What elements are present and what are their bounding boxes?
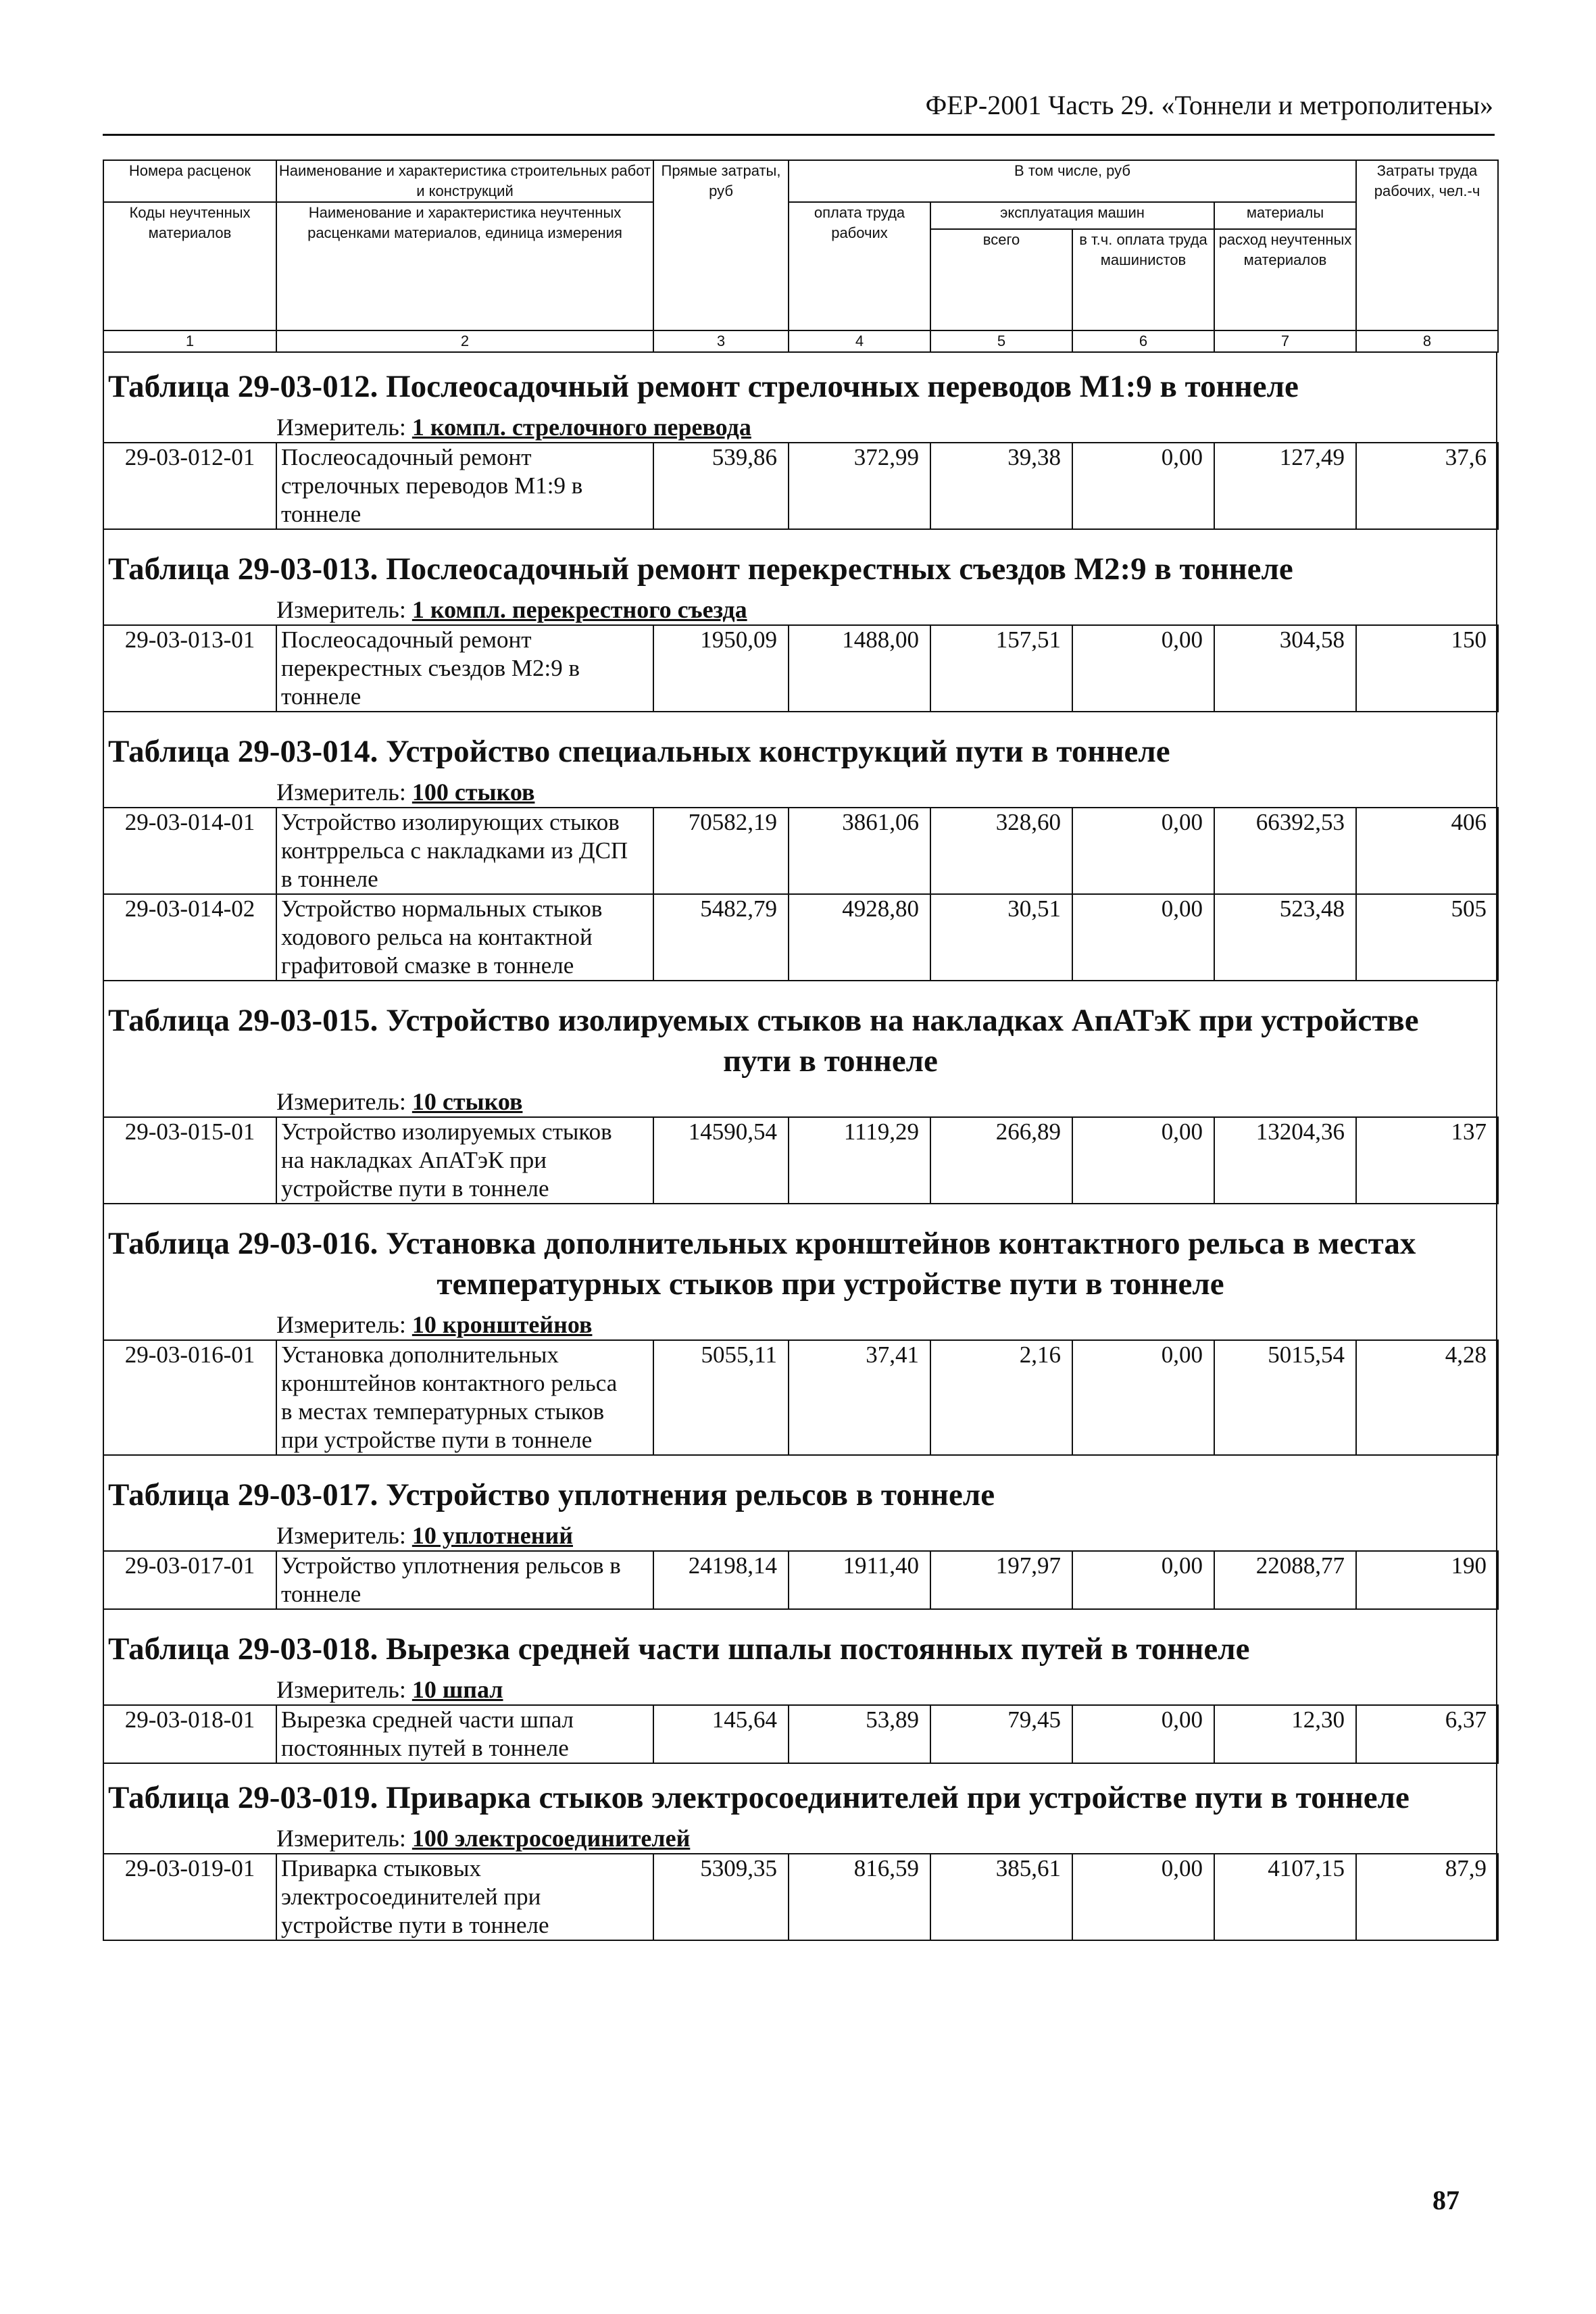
- work-description-line: Вырезка средней части шпал: [281, 1706, 574, 1733]
- column-header-table: [103, 159, 1499, 353]
- table-row: [103, 1340, 1498, 1455]
- page-number: 87: [1432, 2185, 1460, 2215]
- col-number-3: 3: [653, 330, 789, 352]
- rates-table: [103, 807, 1499, 981]
- table-row: [103, 443, 1498, 529]
- labor-hours-value: 150: [1356, 625, 1498, 712]
- work-description: [276, 1117, 653, 1204]
- direct-costs-value: 5055,11: [653, 1340, 789, 1455]
- table-section: [103, 1204, 1497, 1456]
- rate-code: 29-03-012-01: [103, 443, 276, 529]
- work-description-line: стрелочных переводов М1:9 в: [281, 472, 583, 499]
- unit-value: 10 шпал: [412, 1676, 503, 1703]
- labor-pay-value: 3861,06: [789, 808, 930, 894]
- materials-value: 13204,36: [1214, 1117, 1356, 1204]
- machinists-pay-value: 0,00: [1072, 1340, 1214, 1455]
- work-description-line: в тоннеле: [281, 866, 378, 892]
- table-row: [103, 1117, 1498, 1204]
- work-description: [276, 1854, 653, 1940]
- rate-code: 29-03-017-01: [103, 1551, 276, 1609]
- unit-of-measure: [104, 1521, 1496, 1550]
- section-title: [104, 1000, 1496, 1081]
- table-row: [103, 808, 1498, 894]
- unit-value: 1 компл. стрелочного перевода: [412, 414, 751, 441]
- unit-value: 10 кронштейнов: [412, 1311, 593, 1338]
- materials-value: 4107,15: [1214, 1854, 1356, 1940]
- table-section: [103, 981, 1497, 1204]
- materials-value: 5015,54: [1214, 1340, 1356, 1455]
- rate-code: 29-03-014-01: [103, 808, 276, 894]
- work-description-line: перекрестных съездов М2:9 в: [281, 655, 580, 681]
- header-name-subtitle: Наименование и характеристика неучтенных расценками материалов, единица измерения: [276, 202, 653, 330]
- rate-code: 29-03-015-01: [103, 1117, 276, 1204]
- rates-table: [103, 1704, 1499, 1764]
- unit-of-measure: [104, 1310, 1496, 1339]
- col-number-5: 5: [930, 330, 1072, 352]
- direct-costs-value: 145,64: [653, 1705, 789, 1763]
- rate-code: 29-03-018-01: [103, 1705, 276, 1763]
- materials-value: 12,30: [1214, 1705, 1356, 1763]
- header-machinists-pay: в т.ч. оплата труда машинистов: [1072, 229, 1214, 330]
- machines-value: 385,61: [930, 1854, 1072, 1940]
- labor-pay-value: 37,41: [789, 1340, 930, 1455]
- unit-of-measure: [104, 1087, 1496, 1116]
- unit-label: Измеритель:: [276, 1088, 406, 1115]
- materials-value: 22088,77: [1214, 1551, 1356, 1609]
- rates-table: [103, 1550, 1499, 1610]
- work-description-line: тоннеле: [281, 683, 361, 710]
- estimate-document: [103, 159, 1497, 1941]
- labor-hours-value: 6,37: [1356, 1705, 1498, 1763]
- work-description-line: контррельса с накладками из ДСП: [281, 837, 628, 864]
- labor-pay-value: 4928,80: [789, 894, 930, 981]
- section-title-line: Таблица 29-03-015. Устройство изолируемых стыков на накладках АпАТэК при устройстве: [108, 1003, 1419, 1038]
- materials-value: 523,48: [1214, 894, 1356, 981]
- header-machines-total: всего: [930, 229, 1072, 330]
- work-description: [276, 1705, 653, 1763]
- unit-of-measure: [104, 777, 1496, 807]
- direct-costs-value: 539,86: [653, 443, 789, 529]
- machinists-pay-value: 0,00: [1072, 625, 1214, 712]
- work-description-line: Установка дополнительных: [281, 1341, 559, 1368]
- machinists-pay-value: 0,00: [1072, 808, 1214, 894]
- unit-value: 100 стыков: [412, 779, 535, 806]
- sections-container: [103, 353, 1497, 1941]
- machines-value: 157,51: [930, 625, 1072, 712]
- direct-costs-value: 5309,35: [653, 1854, 789, 1940]
- rates-table: [103, 624, 1499, 712]
- section-title: [104, 1629, 1496, 1669]
- labor-pay-value: 372,99: [789, 443, 930, 529]
- work-description: [276, 894, 653, 981]
- section-title: [104, 1223, 1496, 1304]
- section-title: [104, 1777, 1496, 1818]
- header-incl-group: В том числе, руб: [789, 160, 1356, 202]
- materials-value: 127,49: [1214, 443, 1356, 529]
- machinists-pay-value: 0,00: [1072, 1705, 1214, 1763]
- machinists-pay-value: 0,00: [1072, 1551, 1214, 1609]
- unit-label: Измеритель:: [276, 1522, 406, 1549]
- col-number-1: 1: [103, 330, 276, 352]
- table-section: [103, 712, 1497, 981]
- unit-of-measure: [104, 1823, 1496, 1853]
- unit-of-measure: [104, 1675, 1496, 1704]
- header-direct-costs: Прямые затраты, руб: [653, 160, 789, 330]
- section-title-line: Таблица 29-03-018. Вырезка средней части шпалы постоянных путей в тоннеле: [108, 1631, 1250, 1667]
- work-description: [276, 1551, 653, 1609]
- rate-code: 29-03-014-02: [103, 894, 276, 981]
- direct-costs-value: 70582,19: [653, 808, 789, 894]
- machines-value: 79,45: [930, 1705, 1072, 1763]
- machinists-pay-value: 0,00: [1072, 1854, 1214, 1940]
- header-materials-unaccounted: расход неучтенных материалов: [1214, 229, 1356, 330]
- machinists-pay-value: 0,00: [1072, 443, 1214, 529]
- unit-label: Измеритель:: [276, 1311, 406, 1338]
- labor-hours-value: 406: [1356, 808, 1498, 894]
- direct-costs-value: 24198,14: [653, 1551, 789, 1609]
- labor-hours-value: 4,28: [1356, 1340, 1498, 1455]
- machines-value: 266,89: [930, 1117, 1072, 1204]
- unit-label: Измеритель:: [276, 1676, 406, 1703]
- work-description-line: ходового рельса на контактной: [281, 924, 593, 950]
- labor-pay-value: 1488,00: [789, 625, 930, 712]
- direct-costs-value: 14590,54: [653, 1117, 789, 1204]
- work-description-line: Устройство изолирующих стыков: [281, 809, 620, 835]
- labor-pay-value: 1911,40: [789, 1551, 930, 1609]
- header-codes-subtitle: Коды неучтенных материалов: [103, 202, 276, 330]
- machines-value: 197,97: [930, 1551, 1072, 1609]
- labor-hours-value: 505: [1356, 894, 1498, 981]
- direct-costs-value: 5482,79: [653, 894, 789, 981]
- unit-value: 10 стыков: [412, 1088, 523, 1115]
- section-title-line: Таблица 29-03-016. Установка дополнительных кронштейнов контактного рельса в местах: [108, 1226, 1416, 1261]
- header-name-title: Наименование и характеристика строительных работ и конструкций: [276, 160, 653, 202]
- labor-pay-value: 816,59: [789, 1854, 930, 1940]
- unit-label: Измеритель:: [276, 596, 406, 623]
- section-title-line: Таблица 29-03-013. Послеосадочный ремонт перекрестных съездов М2:9 в тоннеле: [108, 551, 1293, 587]
- work-description: [276, 808, 653, 894]
- machines-value: 2,16: [930, 1340, 1072, 1455]
- section-title: [104, 731, 1496, 772]
- col-number-2: 2: [276, 330, 653, 352]
- header-labor-pay: оплата труда рабочих: [789, 202, 930, 330]
- table-section: [103, 1610, 1497, 1764]
- work-description-line: электросоединителей при: [281, 1884, 541, 1910]
- rate-code: 29-03-019-01: [103, 1854, 276, 1940]
- rates-table: [103, 442, 1499, 530]
- col-number-8: 8: [1356, 330, 1498, 352]
- labor-hours-value: 190: [1356, 1551, 1498, 1609]
- header-rule: [103, 134, 1495, 136]
- work-description-line: устройстве пути в тоннеле: [281, 1912, 549, 1938]
- table-row: [103, 1551, 1498, 1609]
- machines-value: 328,60: [930, 808, 1072, 894]
- table-section: [103, 353, 1497, 530]
- header-codes-title: Номера расценок: [103, 160, 276, 202]
- table-row: [103, 894, 1498, 981]
- rate-code: 29-03-013-01: [103, 625, 276, 712]
- section-title: [104, 1475, 1496, 1515]
- direct-costs-value: 1950,09: [653, 625, 789, 712]
- col-number-7: 7: [1214, 330, 1356, 352]
- section-title-line: Таблица 29-03-012. Послеосадочный ремонт стрелочных переводов М1:9 в тоннеле: [108, 369, 1299, 404]
- rate-code: 29-03-016-01: [103, 1340, 276, 1455]
- labor-hours-value: 87,9: [1356, 1854, 1498, 1940]
- work-description-line: Приварка стыковых: [281, 1855, 481, 1881]
- section-title-line: температурных стыков при устройстве пути в тоннеле: [437, 1266, 1224, 1302]
- work-description: [276, 1340, 653, 1455]
- unit-of-measure: [104, 595, 1496, 624]
- machinists-pay-value: 0,00: [1072, 894, 1214, 981]
- machines-value: 39,38: [930, 443, 1072, 529]
- section-title: [104, 366, 1496, 407]
- header-labor-costs: Затраты труда рабочих, чел.-ч: [1356, 160, 1498, 330]
- header-machines-group: эксплуатация машин: [930, 202, 1214, 229]
- col-number-4: 4: [789, 330, 930, 352]
- section-title-line: Таблица 29-03-017. Устройство уплотнения рельсов в тоннеле: [108, 1477, 995, 1512]
- work-description-line: графитовой смазке в тоннеле: [281, 952, 574, 979]
- work-description-line: Устройство нормальных стыков: [281, 895, 603, 922]
- work-description-line: при устройстве пути в тоннеле: [281, 1427, 593, 1453]
- machinists-pay-value: 0,00: [1072, 1117, 1214, 1204]
- rates-table: [103, 1853, 1499, 1941]
- unit-label: Измеритель:: [276, 1825, 406, 1852]
- labor-pay-value: 1119,29: [789, 1117, 930, 1204]
- section-title: [104, 549, 1496, 589]
- work-description-line: тоннеле: [281, 1581, 361, 1607]
- work-description-line: в местах температурных стыков: [281, 1398, 605, 1425]
- materials-value: 304,58: [1214, 625, 1356, 712]
- work-description-line: постоянных путей в тоннеле: [281, 1735, 569, 1761]
- work-description-line: на накладках АпАТэК при: [281, 1147, 547, 1173]
- work-description-line: Устройство изолируемых стыков: [281, 1118, 612, 1145]
- work-description: [276, 625, 653, 712]
- work-description: [276, 443, 653, 529]
- running-header: ФЕР-2001 Часть 29. «Тоннели и метрополитены»: [925, 90, 1493, 120]
- section-title-line: Таблица 29-03-019. Приварка стыков электросоединителей при устройстве пути в тоннеле: [108, 1780, 1410, 1815]
- unit-value: 1 компл. перекрестного съезда: [412, 596, 747, 623]
- table-section: [103, 1764, 1497, 1941]
- work-description-line: Послеосадочный ремонт: [281, 444, 532, 470]
- work-description-line: Устройство уплотнения рельсов в: [281, 1552, 621, 1579]
- work-description-line: Послеосадочный ремонт: [281, 626, 532, 653]
- rates-table: [103, 1116, 1499, 1204]
- table-row: [103, 1705, 1498, 1763]
- materials-value: 66392,53: [1214, 808, 1356, 894]
- work-description-line: устройстве пути в тоннеле: [281, 1175, 549, 1202]
- unit-label: Измеритель:: [276, 779, 406, 806]
- rates-table: [103, 1339, 1499, 1456]
- unit-label: Измеритель:: [276, 414, 406, 441]
- table-section: [103, 1456, 1497, 1610]
- section-title-line: пути в тоннеле: [723, 1043, 938, 1079]
- table-row: [103, 625, 1498, 712]
- work-description-line: тоннеле: [281, 501, 361, 527]
- col-number-6: 6: [1072, 330, 1214, 352]
- unit-of-measure: [104, 412, 1496, 442]
- unit-value: 100 электросоединителей: [412, 1825, 691, 1852]
- table-row: [103, 1854, 1498, 1940]
- header-materials-group: материалы: [1214, 202, 1356, 229]
- section-title-line: Таблица 29-03-014. Устройство специальных конструкций пути в тоннеле: [108, 734, 1170, 769]
- labor-hours-value: 137: [1356, 1117, 1498, 1204]
- labor-hours-value: 37,6: [1356, 443, 1498, 529]
- work-description-line: кронштейнов контактного рельса: [281, 1370, 618, 1396]
- unit-value: 10 уплотнений: [412, 1522, 573, 1549]
- table-section: [103, 530, 1497, 712]
- machines-value: 30,51: [930, 894, 1072, 981]
- labor-pay-value: 53,89: [789, 1705, 930, 1763]
